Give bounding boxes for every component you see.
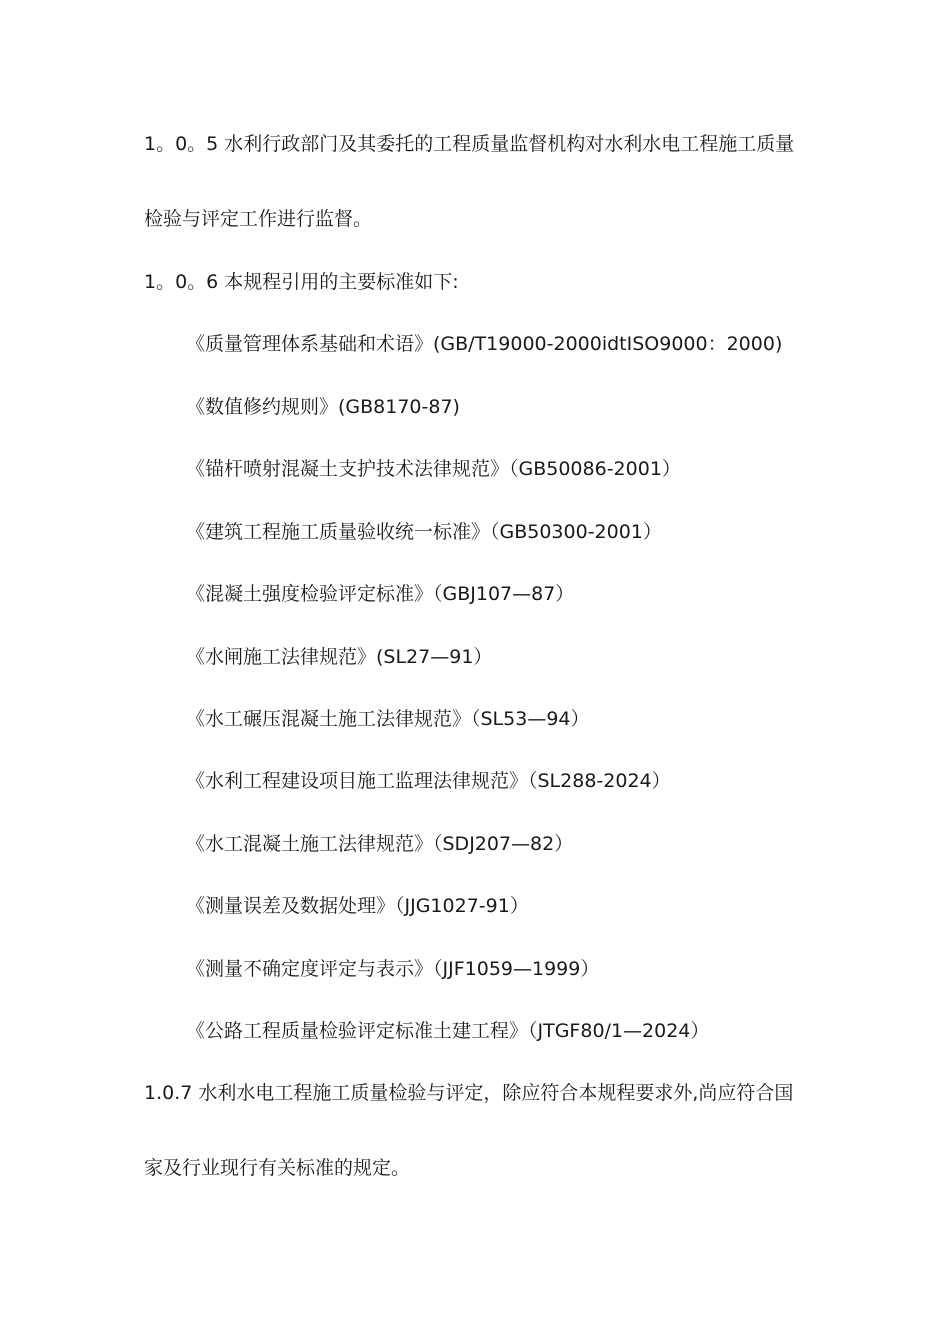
standard-item-4: 《建筑工程施工质量验收统一标准》（GB50300-2001） (186, 521, 662, 543)
standard-item-7: 《水工碾压混凝土施工法律规范》（SL53—94） (186, 708, 590, 730)
clause-1-0-7-line-1: 1.0.7 水利水电工程施工质量检验与评定，除应符合本规程要求外,尚应符合国 (144, 1082, 794, 1104)
standard-item-3: 《锚杆喷射混凝土支护技术法律规范》（GB50086-2001） (186, 458, 681, 480)
standard-item-10: 《测量误差及数据处理》（JJG1027-91） (186, 895, 529, 917)
standard-item-12: 《公路工程质量检验评定标准土建工程》（JTGF80/1—2024） (186, 1020, 710, 1042)
standard-item-11: 《测量不确定度评定与表示》（JJF1059—1999） (186, 958, 600, 980)
standard-item-8: 《水利工程建设项目施工监理法律规范》（SL288-2024） (186, 770, 671, 792)
clause-1-0-5-line-2: 检验与评定工作进行监督。 (144, 208, 373, 230)
clause-1-0-6-heading: 1。0。6 本规程引用的主要标准如下: (144, 271, 459, 293)
clause-1-0-5-line-1: 1。0。5 水利行政部门及其委托的工程质量监督机构对水利水电工程施工质量 (144, 133, 795, 155)
clause-1-0-7-line-2: 家及行业现行有关标准的规定。 (144, 1157, 411, 1179)
standard-item-5: 《混凝土强度检验评定标准》（GBJ107—87） (186, 583, 575, 605)
standard-item-2: 《数值修约规则》(GB8170-87) (186, 396, 460, 418)
standard-item-6: 《水闸施工法律规范》(SL27—91） (186, 646, 493, 668)
standard-item-1: 《质量管理体系基础和术语》(GB/T19000-2000idtISO9000：2000) (186, 333, 783, 355)
standard-item-9: 《水工混凝土施工法律规范》（SDJ207—82） (186, 833, 574, 855)
